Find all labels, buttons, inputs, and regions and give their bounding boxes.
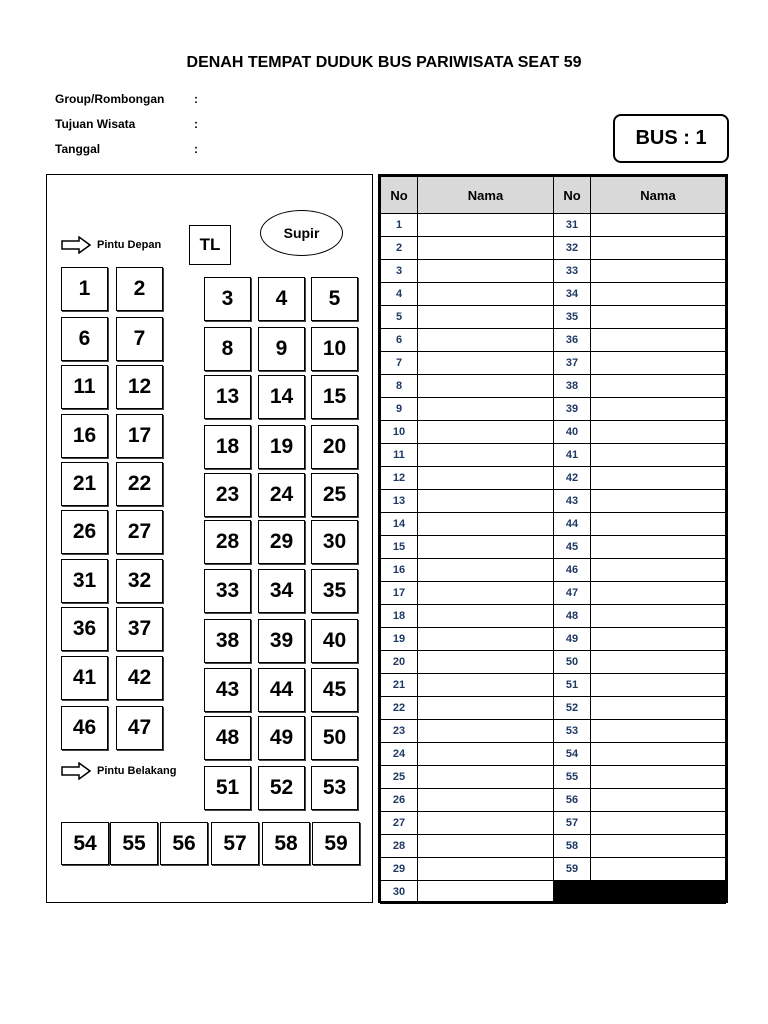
header-no-left: No — [381, 177, 418, 214]
driver-label: Supir — [283, 225, 320, 241]
roster-row — [381, 536, 726, 559]
roster-no-right: 36 — [554, 329, 591, 352]
roster-name-right[interactable] — [591, 582, 726, 605]
roster-no-left: 11 — [381, 444, 418, 467]
roster-row — [381, 352, 726, 375]
roster-no-left: 10 — [381, 421, 418, 444]
roster-row — [381, 720, 726, 743]
roster-name-right[interactable] — [591, 306, 726, 329]
roster-name-left[interactable] — [418, 559, 554, 582]
roster-row — [381, 582, 726, 605]
roster-name-left[interactable] — [418, 536, 554, 559]
roster-header-row — [381, 177, 726, 214]
roster-no-right: 54 — [554, 743, 591, 766]
roster-no-left: 27 — [381, 812, 418, 835]
roster-no-right: 50 — [554, 651, 591, 674]
roster-no-right: 41 — [554, 444, 591, 467]
seat-box: 44 — [258, 668, 305, 712]
roster-no-left: 28 — [381, 835, 418, 858]
roster-name-right[interactable] — [591, 559, 726, 582]
seat-box: 16 — [61, 414, 108, 458]
roster-name-left[interactable] — [418, 490, 554, 513]
seat-box: 33 — [204, 569, 251, 613]
roster-no-right: 32 — [554, 237, 591, 260]
group-label: Group/Rombongan — [55, 92, 165, 106]
roster-no-right: 57 — [554, 812, 591, 835]
roster-row — [381, 605, 726, 628]
roster-row — [381, 214, 726, 237]
seat-box: 26 — [61, 510, 108, 554]
seat-box: 48 — [204, 716, 251, 760]
roster-no-right: 45 — [554, 536, 591, 559]
roster-no-right: 49 — [554, 628, 591, 651]
driver-seat — [260, 210, 343, 256]
roster-blank-cell — [554, 881, 726, 904]
roster-no-right: 51 — [554, 674, 591, 697]
seat-box: 39 — [258, 619, 305, 663]
roster-row — [381, 697, 726, 720]
roster-no-left: 23 — [381, 720, 418, 743]
roster-no-right: 53 — [554, 720, 591, 743]
roster-no-left: 8 — [381, 375, 418, 398]
roster-name-left[interactable] — [418, 421, 554, 444]
roster-no-left: 5 — [381, 306, 418, 329]
seat-box: 43 — [204, 668, 251, 712]
roster-name-left[interactable] — [418, 697, 554, 720]
roster-row — [381, 329, 726, 352]
roster-row — [381, 743, 726, 766]
seat-box: 8 — [204, 327, 251, 371]
roster-name-right[interactable] — [591, 697, 726, 720]
roster-name-left[interactable] — [418, 260, 554, 283]
roster-row — [381, 651, 726, 674]
roster-name-right[interactable] — [591, 352, 726, 375]
roster-no-left: 24 — [381, 743, 418, 766]
roster-name-right[interactable] — [591, 490, 726, 513]
roster-name-left[interactable] — [418, 398, 554, 421]
seat-box: 40 — [311, 619, 358, 663]
roster-row — [381, 306, 726, 329]
arrow-right-icon — [61, 236, 91, 254]
roster-name-right[interactable] — [591, 674, 726, 697]
roster-name-left[interactable] — [418, 835, 554, 858]
roster-name-right[interactable] — [591, 260, 726, 283]
seat-box: 35 — [311, 569, 358, 613]
roster-name-right[interactable] — [591, 375, 726, 398]
roster-no-left: 16 — [381, 559, 418, 582]
roster-no-right: 55 — [554, 766, 591, 789]
roster-name-right[interactable] — [591, 421, 726, 444]
roster-no-left: 1 — [381, 214, 418, 237]
roster-no-left: 15 — [381, 536, 418, 559]
roster-name-left[interactable] — [418, 283, 554, 306]
tujuan-label: Tujuan Wisata — [55, 117, 136, 131]
roster-row — [381, 467, 726, 490]
tanggal-colon: : — [194, 142, 198, 156]
roster-row — [381, 858, 726, 881]
roster-row — [381, 881, 726, 904]
seat-box: 19 — [258, 425, 305, 469]
roster-no-right: 34 — [554, 283, 591, 306]
roster-no-left: 2 — [381, 237, 418, 260]
seat-box: 29 — [258, 520, 305, 564]
seat-box: 32 — [116, 559, 163, 603]
seat-box: 25 — [311, 473, 358, 517]
seat-box: 36 — [61, 607, 108, 651]
roster-no-right: 42 — [554, 467, 591, 490]
roster-no-left: 13 — [381, 490, 418, 513]
roster-row — [381, 444, 726, 467]
tour-leader-label: TL — [199, 235, 221, 254]
roster-no-right: 59 — [554, 858, 591, 881]
roster-row — [381, 812, 726, 835]
roster-no-right: 40 — [554, 421, 591, 444]
rear-door-label: Pintu Belakang — [97, 765, 177, 777]
roster-name-left[interactable] — [418, 628, 554, 651]
seat-box: 17 — [116, 414, 163, 458]
seat-box: 11 — [61, 365, 108, 409]
roster-name-right[interactable] — [591, 720, 726, 743]
seat-box: 15 — [311, 375, 358, 419]
seat-box: 53 — [311, 766, 358, 810]
roster-row — [381, 513, 726, 536]
seat-box: 28 — [204, 520, 251, 564]
roster-name-left[interactable] — [418, 651, 554, 674]
seat-box: 23 — [204, 473, 251, 517]
front-door-label: Pintu Depan — [97, 239, 162, 251]
roster-no-left: 21 — [381, 674, 418, 697]
seat-box: 12 — [116, 365, 163, 409]
roster-name-left[interactable] — [418, 375, 554, 398]
roster-no-left: 20 — [381, 651, 418, 674]
roster-name-right[interactable] — [591, 766, 726, 789]
roster-no-right: 52 — [554, 697, 591, 720]
roster-name-left[interactable] — [418, 214, 554, 237]
seat-box: 14 — [258, 375, 305, 419]
roster-row — [381, 375, 726, 398]
roster-row — [381, 674, 726, 697]
roster-row — [381, 835, 726, 858]
roster-row — [381, 628, 726, 651]
seat-box: 45 — [311, 668, 358, 712]
header-no-right: No — [554, 177, 591, 214]
passenger-roster — [378, 174, 728, 903]
roster-row — [381, 766, 726, 789]
seat-box: 56 — [160, 822, 208, 865]
seat-box: 59 — [312, 822, 360, 865]
page-title: DENAH TEMPAT DUDUK BUS PARIWISATA SEAT 59 — [186, 54, 582, 71]
roster-name-left[interactable] — [418, 743, 554, 766]
roster-name-left[interactable] — [418, 789, 554, 812]
roster-no-left: 12 — [381, 467, 418, 490]
seat-box: 50 — [311, 716, 358, 760]
roster-name-left[interactable] — [418, 582, 554, 605]
roster-name-right[interactable] — [591, 283, 726, 306]
roster-name-right[interactable] — [591, 628, 726, 651]
roster-no-left: 26 — [381, 789, 418, 812]
seat-box: 38 — [204, 619, 251, 663]
roster-no-right: 47 — [554, 582, 591, 605]
front-door-marker — [61, 236, 161, 254]
tour-leader-seat — [189, 225, 231, 265]
seat-box: 55 — [110, 822, 158, 865]
rear-door-marker — [61, 762, 176, 780]
roster-name-left[interactable] — [418, 329, 554, 352]
seat-box: 21 — [61, 462, 108, 506]
roster-no-left: 14 — [381, 513, 418, 536]
roster-name-left[interactable] — [418, 306, 554, 329]
roster-row — [381, 421, 726, 444]
roster-name-left[interactable] — [418, 812, 554, 835]
bus-number-box — [613, 114, 729, 163]
seat-box: 57 — [211, 822, 259, 865]
seat-box: 58 — [262, 822, 310, 865]
seat-box: 22 — [116, 462, 163, 506]
roster-no-left: 25 — [381, 766, 418, 789]
bus-number-label: BUS : 1 — [635, 127, 707, 149]
roster-no-right: 33 — [554, 260, 591, 283]
roster-name-left[interactable] — [418, 858, 554, 881]
roster-no-right: 31 — [554, 214, 591, 237]
roster-table — [380, 176, 726, 904]
seat-box: 6 — [61, 317, 108, 361]
roster-name-left[interactable] — [418, 766, 554, 789]
seat-box: 52 — [258, 766, 305, 810]
arrow-right-icon — [61, 762, 91, 780]
roster-row — [381, 398, 726, 421]
roster-row — [381, 237, 726, 260]
roster-no-right: 48 — [554, 605, 591, 628]
roster-no-left: 7 — [381, 352, 418, 375]
seat-box: 27 — [116, 510, 163, 554]
header-nama-right: Nama — [591, 177, 726, 214]
roster-name-left[interactable] — [418, 513, 554, 536]
roster-no-right: 38 — [554, 375, 591, 398]
roster-name-right[interactable] — [591, 812, 726, 835]
seat-box: 47 — [116, 706, 163, 750]
roster-no-left: 30 — [381, 881, 418, 904]
roster-no-right: 56 — [554, 789, 591, 812]
roster-name-right[interactable] — [591, 329, 726, 352]
roster-name-right[interactable] — [591, 651, 726, 674]
roster-no-right: 46 — [554, 559, 591, 582]
roster-name-left[interactable] — [418, 444, 554, 467]
roster-name-left[interactable] — [418, 467, 554, 490]
seat-box: 41 — [61, 656, 108, 700]
seat-box: 9 — [258, 327, 305, 371]
seat-box: 10 — [311, 327, 358, 371]
roster-no-right: 39 — [554, 398, 591, 421]
roster-no-right: 37 — [554, 352, 591, 375]
seat-box: 5 — [311, 277, 358, 321]
seat-box: 34 — [258, 569, 305, 613]
roster-no-left: 4 — [381, 283, 418, 306]
roster-name-left[interactable] — [418, 352, 554, 375]
seat-box: 42 — [116, 656, 163, 700]
roster-name-right[interactable] — [591, 835, 726, 858]
roster-name-left[interactable] — [418, 674, 554, 697]
seat-box: 31 — [61, 559, 108, 603]
seat-box: 37 — [116, 607, 163, 651]
seat-box: 4 — [258, 277, 305, 321]
roster-row — [381, 490, 726, 513]
seat-box: 1 — [61, 267, 108, 311]
roster-name-left[interactable] — [418, 605, 554, 628]
roster-no-left: 18 — [381, 605, 418, 628]
seat-box: 49 — [258, 716, 305, 760]
roster-no-left: 3 — [381, 260, 418, 283]
roster-name-left[interactable] — [418, 720, 554, 743]
roster-no-left: 22 — [381, 697, 418, 720]
seat-box: 24 — [258, 473, 305, 517]
seat-box: 51 — [204, 766, 251, 810]
roster-no-left: 17 — [381, 582, 418, 605]
roster-name-right[interactable] — [591, 398, 726, 421]
roster-row — [381, 559, 726, 582]
header-nama-left: Nama — [418, 177, 554, 214]
roster-name-right[interactable] — [591, 237, 726, 260]
seat-box: 18 — [204, 425, 251, 469]
roster-no-left: 6 — [381, 329, 418, 352]
roster-no-left: 9 — [381, 398, 418, 421]
seat-box: 54 — [61, 822, 109, 865]
roster-no-left: 29 — [381, 858, 418, 881]
roster-no-left: 19 — [381, 628, 418, 651]
roster-name-left[interactable] — [418, 237, 554, 260]
roster-name-right[interactable] — [591, 536, 726, 559]
seat-box: 3 — [204, 277, 251, 321]
tujuan-colon: : — [194, 117, 198, 131]
seat-box: 20 — [311, 425, 358, 469]
roster-row — [381, 789, 726, 812]
roster-name-left[interactable] — [418, 881, 554, 904]
roster-name-right[interactable] — [591, 789, 726, 812]
roster-body — [381, 214, 726, 904]
roster-no-right: 35 — [554, 306, 591, 329]
roster-name-right[interactable] — [591, 444, 726, 467]
roster-no-right: 58 — [554, 835, 591, 858]
roster-name-right[interactable] — [591, 214, 726, 237]
seat-box: 2 — [116, 267, 163, 311]
roster-no-right: 44 — [554, 513, 591, 536]
tanggal-label: Tanggal — [55, 142, 101, 156]
roster-row — [381, 260, 726, 283]
roster-name-right[interactable] — [591, 858, 726, 881]
seat-box: 13 — [204, 375, 251, 419]
roster-name-right[interactable] — [591, 605, 726, 628]
roster-name-right[interactable] — [591, 513, 726, 536]
roster-no-right: 43 — [554, 490, 591, 513]
seat-box: 7 — [116, 317, 163, 361]
seat-box: 46 — [61, 706, 108, 750]
group-colon: : — [194, 92, 198, 106]
roster-name-right[interactable] — [591, 467, 726, 490]
roster-name-right[interactable] — [591, 743, 726, 766]
seat-box: 30 — [311, 520, 358, 564]
roster-row — [381, 283, 726, 306]
